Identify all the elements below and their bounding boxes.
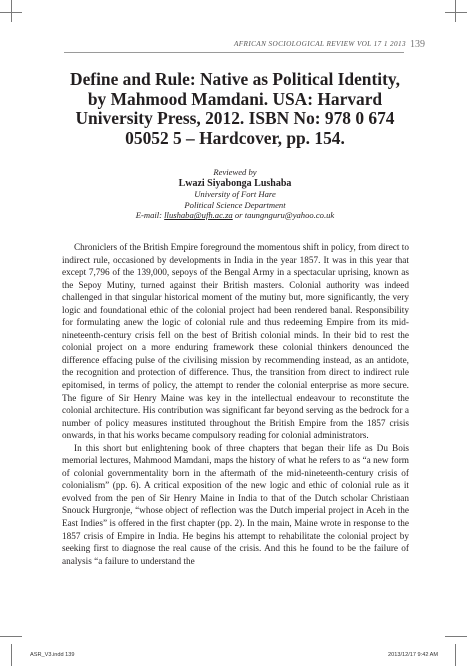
crop-mark-bottom-left (11, 644, 12, 666)
crop-mark-top-right (455, 0, 456, 22)
reviewer-name: Lwazi Siyabonga Lushaba (178, 177, 292, 189)
crop-mark-left-top (0, 12, 22, 13)
reviewed-by-label: Reviewed by (213, 167, 257, 177)
crop-mark-top-left (11, 0, 12, 22)
crop-mark-left-bottom (0, 636, 22, 637)
reviewer-department: Political Science Department (184, 199, 286, 210)
byline (60, 167, 410, 221)
email-secondary: taungnguru@yahoo.co.uk (244, 210, 335, 221)
email-connector: or (234, 210, 243, 221)
reviewer-affiliation: University of Fort Hare (194, 189, 276, 200)
page-number: 139 (410, 39, 425, 50)
header-rule (64, 52, 404, 53)
crop-mark-right-bottom (445, 636, 467, 637)
crop-mark-right-top (445, 12, 467, 13)
running-head: AFRICAN SOCIOLOGICAL REVIEW VOL 17 1 2013 (233, 40, 406, 48)
email-link-primary[interactable]: llushaba@ufh.ac.za (164, 210, 233, 221)
slug-file-info: ASR_V3.indd 139 (30, 652, 75, 658)
article-title: Define and Rule: Native as Political Identity, by Mahmood Mamdani. USA: Harvard University Press, 2012. ISBN No: 978 0 674 05052 5 – Hardcover, pp. 154. (70, 69, 400, 148)
body-paragraph-2: In this short but enlightening book of three chapters that began their life as Du Bois memorial lectures, Mahmood Mamdani, maps the history of what he refers to as “a new form of colonial governmentality born in the aftermath of the mid-nineteenth-century crisis of colonialism” (pp. 6). A critical exposition of the new logic and ethic of colonial rule as it evolved from the pen of Sir Henry Maine in India to that of the Dutch scholar Christiaan Snouck Hurgronje, “whose object of reflection was the Dutch imperial project in Aceh in the East Indies” is offered in the first chapter (pp. 2). In the main, Maine wrote in response to the 1857 crisis of Empire in India. He begins his attempt to rehabilitate the colonial project by seeking first to diagnose the real cause of the crisis. And this he found to be the failure of analysis “a failure to understand the (62, 443, 409, 567)
article-body (62, 242, 409, 568)
email-prefix: E-mail: (135, 210, 163, 221)
reviewer-email-line (60, 210, 410, 221)
crop-mark-bottom-right (455, 644, 456, 666)
slug-timestamp: 2013/12/17 9:42 AM (388, 652, 439, 658)
body-paragraph-1: Chroniclers of the British Empire foreground the momentous shift in policy, from direct to indirect rule, occasioned by developments in India in the year 1857. It was in this year that except 7,796 of the 139,000, sepoys of the Bengal Army in a spectacular uprising, known as the Sepoy Mutiny, turned against their British masters. Colonial authority was indeed challenged in that singular historical moment of the mutiny but, more significantly, the very logic and foundational ethic of the colonial project had been rendered banal. Responsibility for formulating anew the logic of colonial rule and thus redeeming Empire from its mid-nineteenth-century crisis fell on the best of British colonial minds. In their bid to rest the colonial project on a more enduring framework these colonial thinkers denounced the difference effacing pulse of the civilising mission by recommending instead, as an antidote, the recognition and protection of difference. Thus, the transition from direct to indirect rule epitomised, in terms of policy, the attempt to render the colonial enterprise as more secure. The figure of Sir Henry Maine was key in the intellectual endeavour to reconstitute the colonial architecture. His contribution was significant far beyond serving as the bedrock for a number of policy measures instituted throughout the British Empire from the 1857 crisis onwards, in that his works became compulsory reading for colonial administrators. (62, 243, 409, 442)
